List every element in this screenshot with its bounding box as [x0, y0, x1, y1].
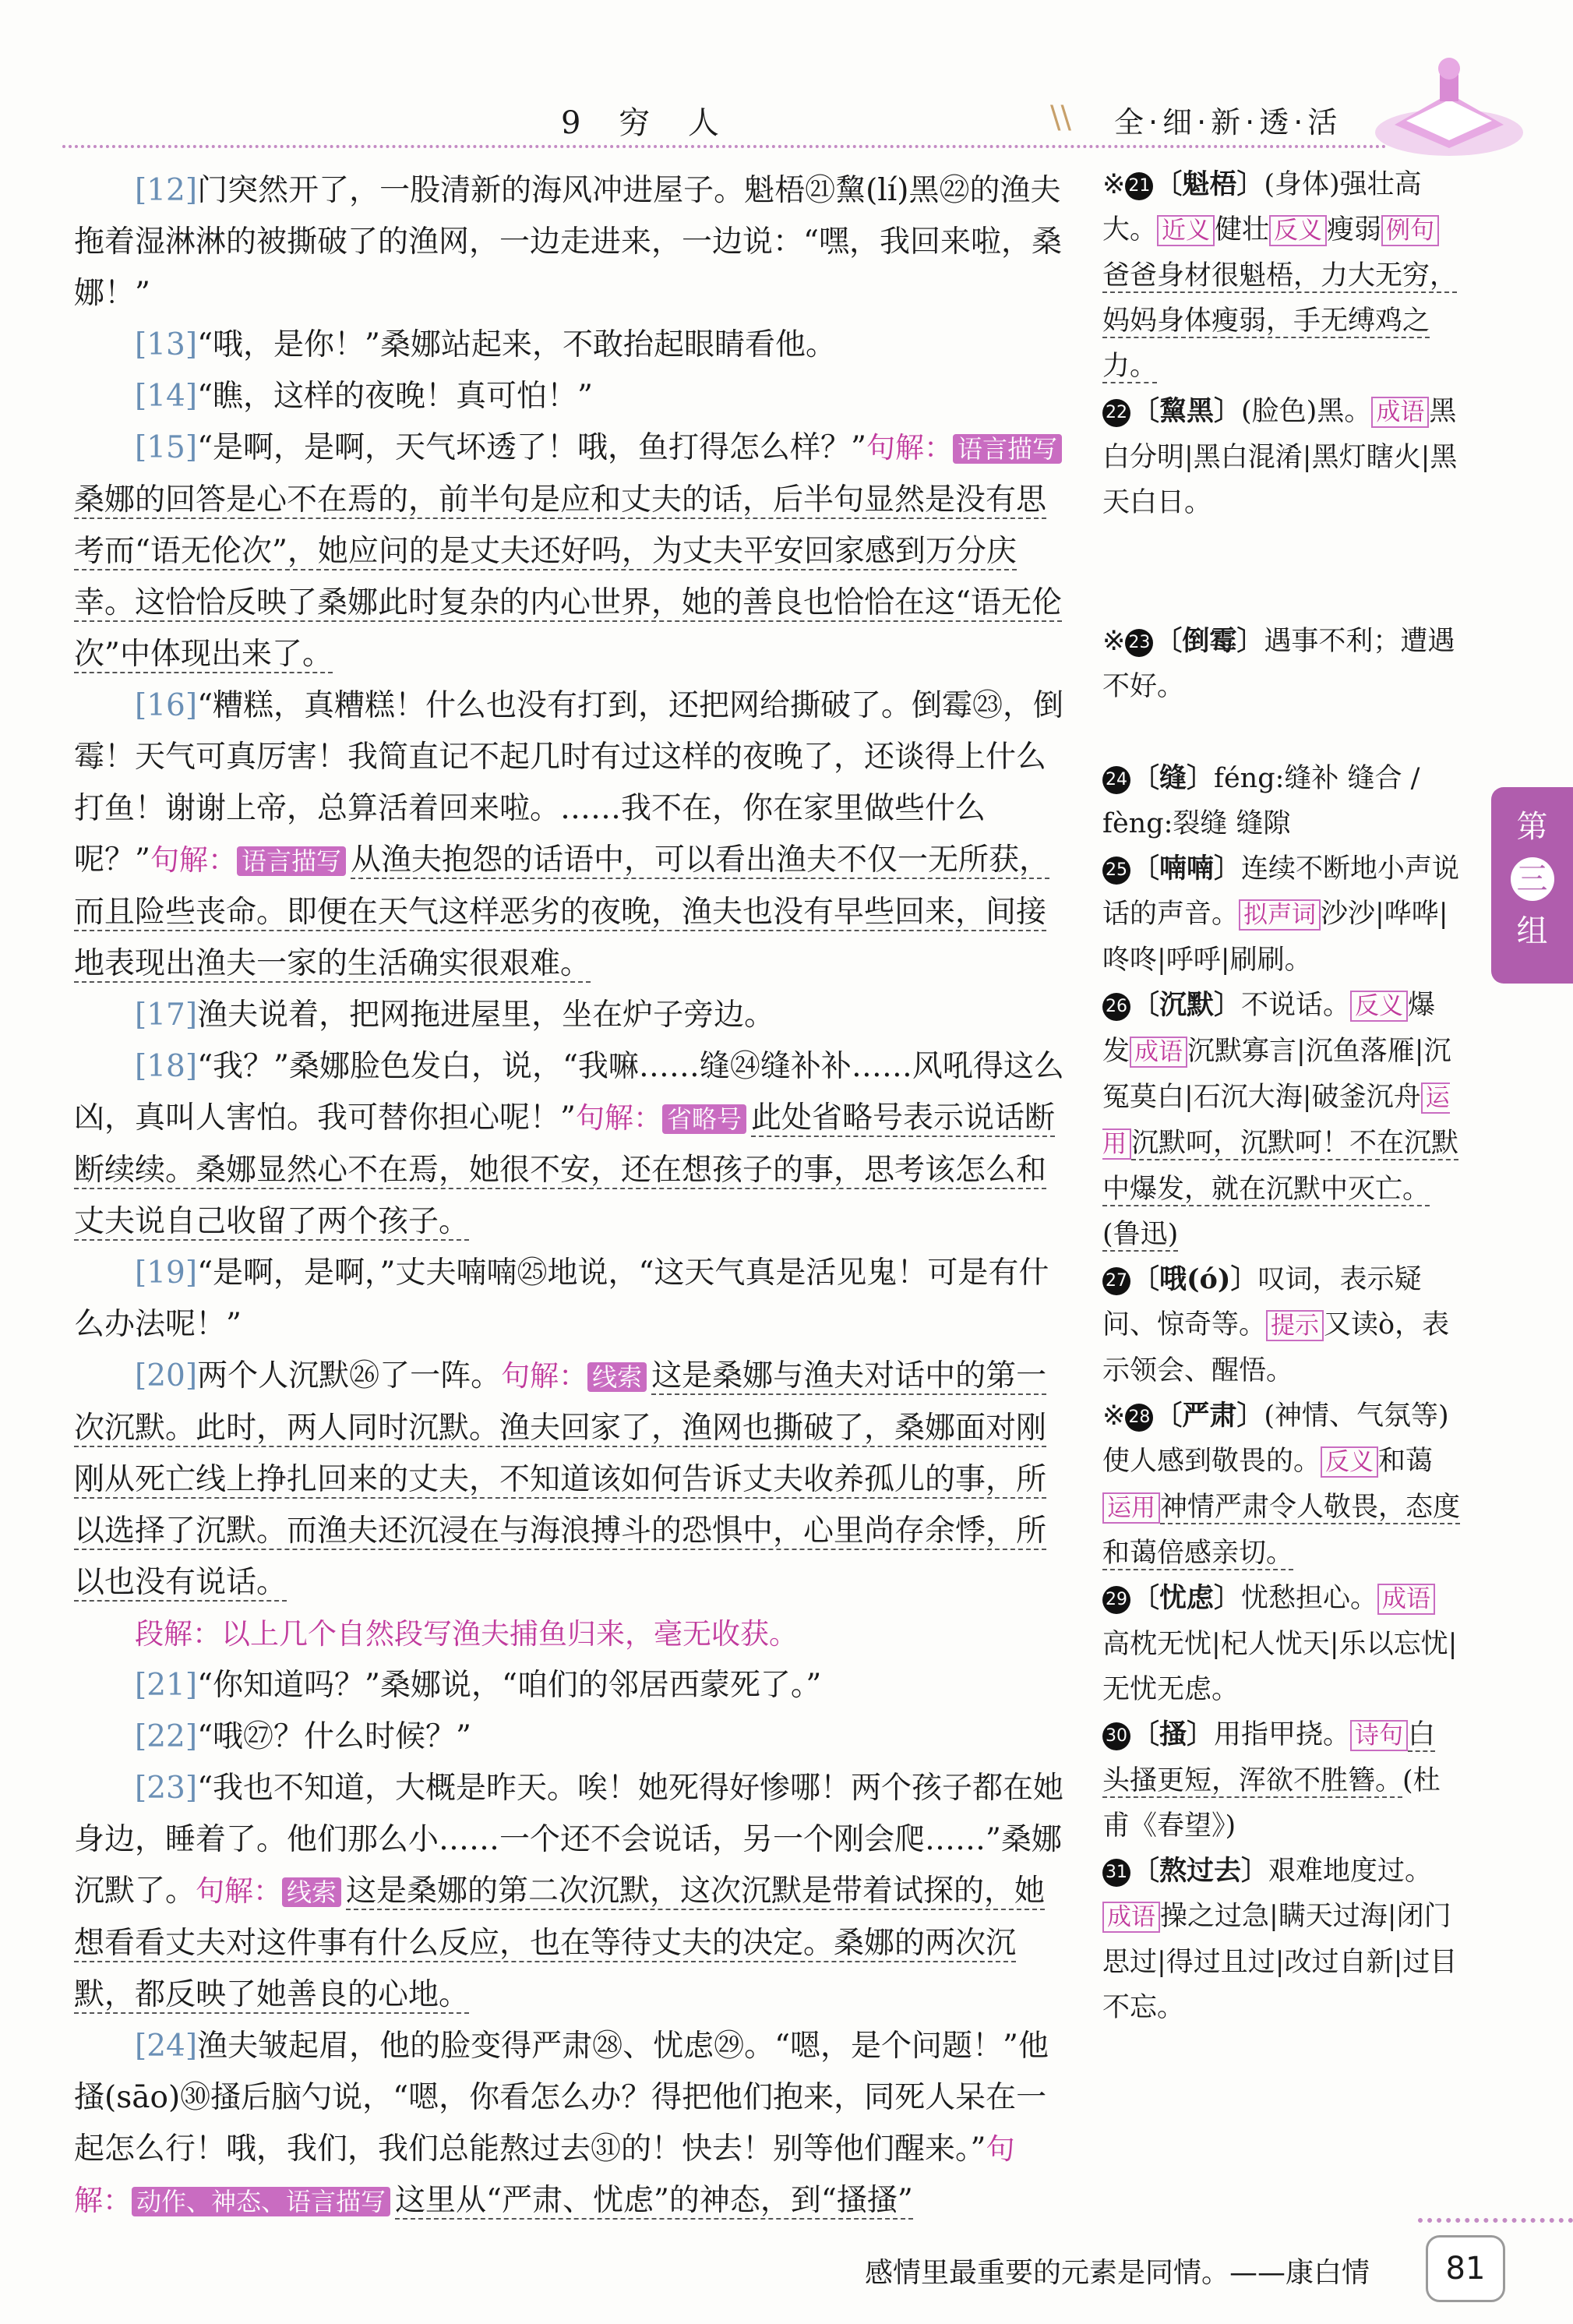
- note-number: 25: [1102, 856, 1130, 885]
- header-divider: [62, 145, 1387, 148]
- note-headword: 〔哦(ó)〕: [1132, 1263, 1258, 1295]
- note-mark: ※: [1102, 169, 1126, 200]
- note-keyword-box: 运用: [1102, 1084, 1450, 1158]
- paragraph: [74, 1248, 1071, 1351]
- paragraph: [74, 1041, 1071, 1248]
- paragraph-number: [24]: [135, 2029, 198, 2064]
- paragraph-number: [13]: [135, 327, 198, 362]
- paragraph: [74, 990, 1071, 1041]
- sentence-analysis-label: 句解：: [74, 2132, 1015, 2217]
- note-text: 爆发: [1102, 990, 1436, 1067]
- note-keyword-box: 成语: [1371, 397, 1429, 428]
- paragraph: [74, 1711, 1071, 1763]
- paragraph: [74, 1763, 1071, 2021]
- note-keyword-box: 运用: [1102, 1492, 1160, 1524]
- analysis-tag: 动作、神态、语言描写: [132, 2187, 390, 2216]
- note-text: 健壮: [1215, 214, 1270, 245]
- note-text: féng:缝补 缝合 / fèng:裂缝 缝隙: [1102, 763, 1420, 839]
- paragraph: [74, 1609, 1071, 1660]
- analysis-tag: 线索: [282, 1877, 341, 1907]
- paragraph-number: [18]: [135, 1049, 198, 1084]
- main-text: [74, 165, 1071, 2227]
- note-keyword-box: 成语: [1377, 1584, 1435, 1615]
- analysis-text: 这里从“严肃、忧虑”的神态，到“搔搔”: [395, 2183, 913, 2218]
- note-number: 30: [1102, 1722, 1130, 1750]
- note-headword: 〔搔〕: [1132, 1718, 1215, 1750]
- note-headword: 〔魁梧〕: [1155, 168, 1264, 200]
- note-headword: 〔忧虑〕: [1132, 1582, 1242, 1614]
- analysis-text: 这是桑娜与渔夫对话中的第一次沉默。此时，两人同时沉默。渔夫回家了，渔网也撕破了，桑娜面对刚刚从死亡线上挣扎回来的丈夫，不知道该如何告诉丈夫收养孤儿的事，所以选择了沉默。而渔夫还沉浸在与海浪搏斗的恐惧中，心里尚存余悸，所以也没有说话。: [74, 1358, 1047, 1600]
- note-text: 艰难地度过。: [1268, 1856, 1433, 1887]
- note-keyword-box: 反义: [1269, 215, 1327, 246]
- note-text: 沙沙|哗哗|咚咚|呼呼|刷刷。: [1102, 899, 1448, 976]
- paragraph-text: “哦，是你！”桑娜站起来，不敢抬起眼睛看他。: [197, 327, 836, 362]
- paragraph-number: [22]: [135, 1719, 198, 1754]
- section-summary: 段解：以上几个自然段写渔夫捕鱼归来，毫无收获。: [135, 1617, 798, 1651]
- header-slogan: 全·细·新·透·活: [1114, 105, 1342, 140]
- paragraph: [74, 680, 1071, 990]
- paragraph-text: 门突然开了，一股清新的海风冲进屋子。魁梧㉑黧(lí)黑㉒的渔夫拖着湿淋淋的被撕破了的渔网，一边走进来，一边说：“嘿，我回来啦，桑娜！”: [74, 173, 1062, 311]
- paragraph-number: [12]: [135, 173, 198, 208]
- note-entry: [1102, 1712, 1461, 1849]
- paragraph-text: “哦㉗？什么时候？”: [197, 1719, 471, 1754]
- paragraph: [74, 320, 1071, 371]
- note-text: 不说话。: [1241, 990, 1351, 1021]
- note-keyword-box: 诗句: [1350, 1720, 1408, 1751]
- note-keyword-box: 近义: [1157, 215, 1215, 246]
- note-headword: 〔严肃〕: [1155, 1400, 1264, 1432]
- note-headword: 〔喃喃〕: [1132, 853, 1242, 885]
- paragraph-number: [20]: [135, 1358, 198, 1393]
- note-text: 叹词，表示疑问、惊奇等。: [1102, 1264, 1422, 1340]
- analysis-text: 桑娜的回答是心不在焉的，前半句是应和丈夫的话，后半句显然是没有思考而“语无伦次”，她应问的是丈夫还好吗，为丈夫平安回家感到万分庆幸。这恰恰反映了桑娜此时复杂的内心世界，她的善良也恰恰在这“语无伦次”中体现出来了。: [74, 482, 1062, 672]
- paragraph-number: [17]: [135, 998, 198, 1033]
- unit-tab-number: 三: [1511, 857, 1554, 901]
- analysis-tag: 省略号: [662, 1104, 746, 1134]
- paragraph-number: [16]: [135, 688, 198, 723]
- paragraph: [74, 371, 1071, 422]
- note-headword: 〔熬过去〕: [1132, 1855, 1269, 1887]
- note-number: 27: [1102, 1267, 1130, 1295]
- note-text: 用指甲挠。: [1214, 1719, 1351, 1750]
- note-keyword-box: 反义: [1350, 991, 1408, 1022]
- note-keyword-box: 例句: [1381, 215, 1439, 246]
- paragraph: [74, 1351, 1071, 1609]
- note-entry: [1102, 846, 1461, 983]
- note-text: 瘦弱: [1327, 214, 1382, 245]
- note-number: 28: [1125, 1404, 1153, 1432]
- note-number: 24: [1102, 766, 1130, 794]
- note-text: 高枕无忧|杞人忧天|乐以忘忧|无忧无虑。: [1102, 1629, 1458, 1705]
- note-text: 遇事不利；遭遇不好。: [1102, 626, 1455, 702]
- note-headword: 〔缝〕: [1132, 762, 1215, 794]
- note-mark: ※: [1102, 1400, 1126, 1432]
- note-example: 沉默呵，沉默呵！不在沉默中爆发，就在沉默中灭亡。(鲁迅): [1102, 1128, 1459, 1250]
- footer-quote: 感情里最重要的元素是同情。——康白情: [865, 2257, 1370, 2289]
- note-entry: [1102, 1576, 1461, 1712]
- note-entry: [1102, 162, 1461, 389]
- note-entry: [1102, 389, 1461, 525]
- note-entry: [1102, 1393, 1461, 1576]
- paragraph-text: “糟糕，真糟糕！什么也没有打到，还把网给撕破了。倒霉㉓，倒霉！天气可真厉害！我简直记不起几时有过这样的夜晚了，还谈得上什么打鱼！谢谢上帝，总算活着回来啦。……我不在，你在家里做些什么呢？”: [74, 688, 1064, 878]
- note-number: 22: [1102, 399, 1130, 427]
- sentence-analysis-label: 句解：: [501, 1359, 588, 1393]
- sentence-analysis-label: 句解：: [150, 843, 237, 877]
- paragraph-text: “我也不知道，大概是昨天。唉！她死得好惨哪！两个孩子都在她身边，睡着了。他们那么小……一个还不会说话，另一个刚会爬……”桑娜沉默了。: [74, 1771, 1064, 1909]
- page-number: 81: [1426, 2235, 1505, 2302]
- note-text: 和蔼: [1378, 1446, 1434, 1477]
- paragraph-text: 两个人沉默㉖了一阵。: [197, 1358, 502, 1393]
- paragraph-text: “你知道吗？”桑娜说，“咱们的邻居西蒙死了。”: [197, 1668, 822, 1703]
- note-text: 黑白分明|黑白混淆|黑灯瞎火|黑天白日。: [1102, 396, 1458, 518]
- paragraph: [74, 165, 1071, 320]
- paragraph-text: 渔夫皱起眉，他的脸变得严肃㉘、忧虑㉙。“嗯，是个问题！”他搔(sāo)㉚搔后脑勺说，“嗯，你看怎么办？得把他们抱来，同死人呆在一起怎么行！哦，我们，我们总能熬过去㉛的！快去！别等他们醒来。”: [74, 2029, 1049, 2167]
- note-text: 操之过急|瞒天过海|闭门思过|得过且过|改过自新|过目不忘。: [1102, 1901, 1458, 2023]
- paragraph-text: “是啊，是啊，”丈夫喃喃㉕地说，“这天气真是活见鬼！可是有什么办法呢！”: [74, 1256, 1049, 1342]
- note-headword: 〔沉默〕: [1132, 989, 1242, 1021]
- note-example: 爸爸身材很魁梧，力大无穷，妈妈身体瘦弱，手无缚鸡之力。: [1102, 260, 1458, 382]
- analysis-text: 这是桑娜的第二次沉默，这次沉默是带着试探的，她想看看丈夫对这件事有什么反应，也在等待丈夫的决定。桑娜的两次沉默，都反映了她善良的心地。: [74, 1874, 1046, 2012]
- note-keyword-box: 拟声词: [1239, 899, 1321, 931]
- paragraph-text: “是啊，是啊，天气坏透了！哦，鱼打得怎么样？”: [197, 430, 866, 465]
- note-text: (身体)强壮高大。: [1102, 169, 1422, 245]
- note-example: 神情严肃令人敬畏，态度和蔼倍感亲切。: [1102, 1492, 1461, 1569]
- analysis-text: 从渔夫抱怨的话语中，可以看出渔夫不仅一无所获，而且险些丧命。即便在天气这样恶劣的夜晚，渔夫也没有早些回来，间接地表现出渔夫一家的生活确实很艰难。: [74, 842, 1049, 981]
- paragraph-text: “瞧，这样的夜晚！真可怕！”: [197, 379, 593, 414]
- paragraph-text: “我？”桑娜脸色发白，说，“我嘛……缝㉔缝补补……风吼得这么凶，真叫人害怕。我可替你担心呢！”: [74, 1049, 1064, 1136]
- vocabulary-notes: [1102, 162, 1461, 2030]
- paragraph-number: [15]: [135, 430, 198, 465]
- note-text: (脸色)黑。: [1241, 396, 1372, 427]
- note-text: 忧愁担心。: [1241, 1583, 1378, 1614]
- note-entry: [1102, 619, 1461, 709]
- book-logo-icon: [1371, 47, 1527, 164]
- note-number: 23: [1125, 629, 1153, 657]
- sentence-analysis-label: 句解：: [866, 431, 953, 464]
- note-mark: ※: [1102, 626, 1126, 657]
- paragraph: [74, 2021, 1071, 2227]
- paragraph-text: 渔夫说着，把网拖进屋里，坐在炉子旁边。: [197, 998, 775, 1033]
- note-text: 又读ò，表示领会、醒悟。: [1102, 1309, 1450, 1386]
- note-number: 26: [1102, 993, 1130, 1021]
- note-entry: [1102, 756, 1461, 846]
- note-number: 21: [1125, 172, 1153, 200]
- note-headword: 〔黧黑〕: [1132, 395, 1242, 427]
- paragraph: [74, 1660, 1071, 1711]
- note-number: 29: [1102, 1586, 1130, 1614]
- paragraph-number: [19]: [135, 1256, 198, 1291]
- sentence-analysis-label: 句解：: [575, 1101, 662, 1135]
- lesson-title: 9 穷 人: [561, 105, 733, 141]
- page-header: [62, 92, 1387, 147]
- note-example: 白头搔更短，浑欲不胜簪。: [1102, 1719, 1436, 1796]
- analysis-tag: 语言描写: [953, 434, 1062, 464]
- note-headword: 〔倒霉〕: [1155, 625, 1264, 657]
- analysis-tag: 线索: [587, 1362, 647, 1392]
- analysis-tag: 语言描写: [237, 846, 346, 876]
- sentence-analysis-label: 句解：: [196, 1874, 283, 1908]
- note-text: 连续不断地小声说话的声音。: [1102, 853, 1460, 930]
- paragraph: [74, 422, 1071, 680]
- note-number: 31: [1102, 1859, 1130, 1887]
- note-entry: [1102, 1257, 1461, 1393]
- footer-divider: [1418, 2218, 1573, 2230]
- paragraph-number: [21]: [135, 1668, 198, 1703]
- unit-tab: [1491, 787, 1573, 984]
- note-entry: [1102, 983, 1461, 1257]
- analysis-text: 此处省略号表示说话断断续续。桑娜显然心不在焉，她很不安，还在想孩子的事，思考该怎么和丈夫说自己收留了两个孩子。: [74, 1100, 1055, 1239]
- note-keyword-box: 提示: [1266, 1310, 1324, 1341]
- paragraph-number: [23]: [135, 1771, 198, 1806]
- slash-decoration: \\: [1050, 100, 1071, 136]
- note-text: (杜甫《春望》): [1102, 1765, 1441, 1842]
- note-entry: [1102, 1849, 1461, 2030]
- unit-tab-top: 第: [1516, 809, 1548, 845]
- note-text: 沉默寡言|沉鱼落雁|沉冤莫白|石沉大海|破釜沉舟: [1102, 1036, 1451, 1113]
- note-keyword-box: 成语: [1102, 1902, 1160, 1933]
- unit-tab-bottom: 组: [1516, 913, 1548, 949]
- note-keyword-box: 反义: [1321, 1446, 1378, 1478]
- note-keyword-box: 成语: [1130, 1037, 1187, 1068]
- paragraph-number: [14]: [135, 379, 198, 414]
- note-text: (神情、气氛等)使人感到敬畏的。: [1102, 1400, 1449, 1477]
